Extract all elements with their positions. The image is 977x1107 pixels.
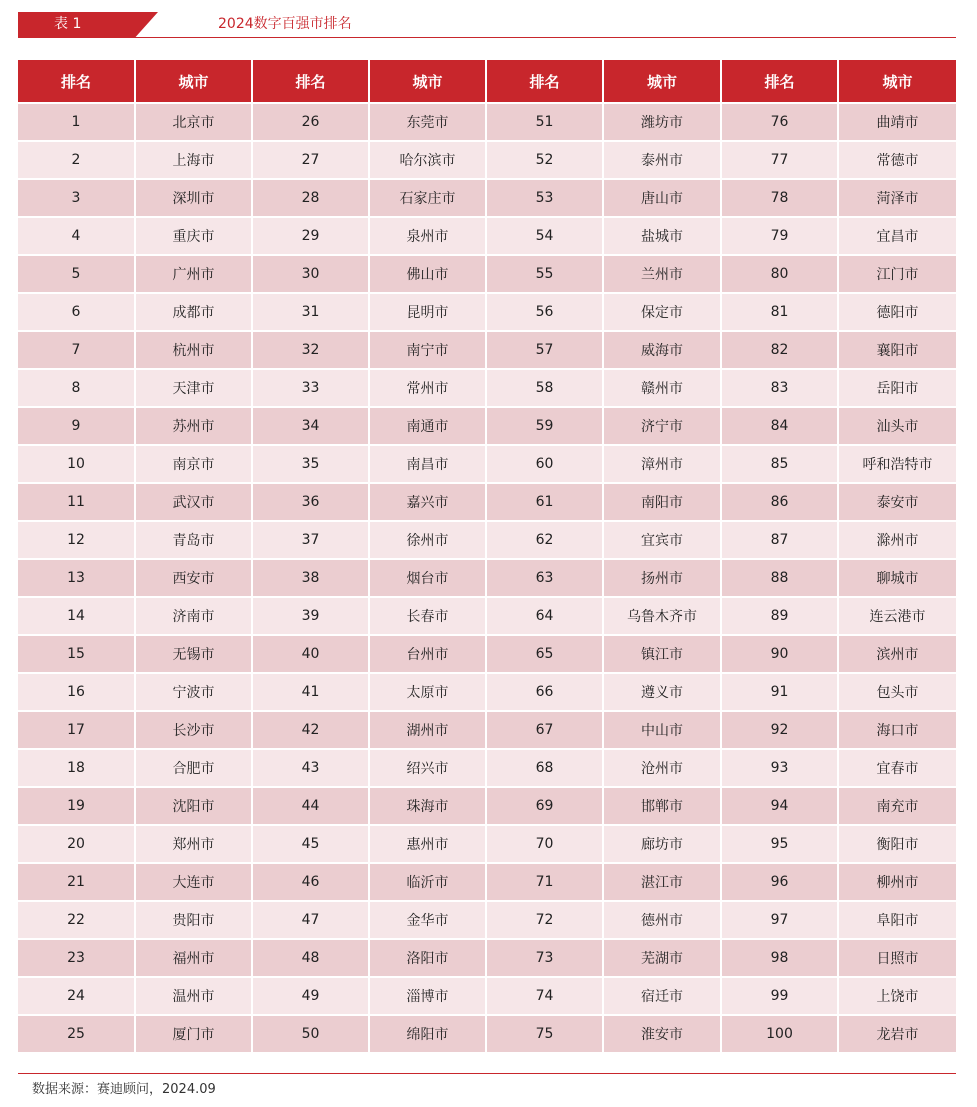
city-cell: 德阳市 xyxy=(838,293,956,331)
rank-cell: 10 xyxy=(18,445,135,483)
rank-cell: 87 xyxy=(721,521,838,559)
rank-cell: 99 xyxy=(721,977,838,1015)
city-cell: 包头市 xyxy=(838,673,956,711)
city-cell: 杭州市 xyxy=(135,331,252,369)
city-cell: 南宁市 xyxy=(369,331,486,369)
city-cell: 廊坊市 xyxy=(603,825,721,863)
rank-cell: 83 xyxy=(721,369,838,407)
city-cell: 淄博市 xyxy=(369,977,486,1015)
rank-cell: 41 xyxy=(252,673,369,711)
rank-cell: 27 xyxy=(252,141,369,179)
rank-cell: 79 xyxy=(721,217,838,255)
rank-cell: 57 xyxy=(486,331,603,369)
rank-cell: 8 xyxy=(18,369,135,407)
city-cell: 台州市 xyxy=(369,635,486,673)
rank-cell: 51 xyxy=(486,103,603,141)
table-title: 2024数字百强市排名 xyxy=(218,16,352,32)
rank-cell: 90 xyxy=(721,635,838,673)
city-cell: 常州市 xyxy=(369,369,486,407)
rank-cell: 56 xyxy=(486,293,603,331)
rank-cell: 78 xyxy=(721,179,838,217)
rank-cell: 11 xyxy=(18,483,135,521)
rank-cell: 59 xyxy=(486,407,603,445)
city-cell: 唐山市 xyxy=(603,179,721,217)
rank-cell: 18 xyxy=(18,749,135,787)
table-row xyxy=(18,673,956,711)
city-cell: 德州市 xyxy=(603,901,721,939)
rank-cell: 43 xyxy=(252,749,369,787)
rank-cell: 92 xyxy=(721,711,838,749)
city-cell: 镇江市 xyxy=(603,635,721,673)
city-cell: 乌鲁木齐市 xyxy=(603,597,721,635)
city-cell: 宜宾市 xyxy=(603,521,721,559)
header-divider xyxy=(18,37,956,38)
rank-cell: 32 xyxy=(252,331,369,369)
table-body xyxy=(18,103,956,1052)
table-caption-header xyxy=(18,12,956,38)
rank-cell: 44 xyxy=(252,787,369,825)
city-cell: 广州市 xyxy=(135,255,252,293)
table-row xyxy=(18,559,956,597)
rank-cell: 49 xyxy=(252,977,369,1015)
rank-cell: 82 xyxy=(721,331,838,369)
rank-cell: 19 xyxy=(18,787,135,825)
city-cell: 阜阳市 xyxy=(838,901,956,939)
rank-cell: 35 xyxy=(252,445,369,483)
city-cell: 长春市 xyxy=(369,597,486,635)
rank-cell: 52 xyxy=(486,141,603,179)
city-cell: 上海市 xyxy=(135,141,252,179)
data-source-note: 数据来源：赛迪顾问，2024.09 xyxy=(32,1082,216,1097)
rank-cell: 54 xyxy=(486,217,603,255)
city-cell: 宿迁市 xyxy=(603,977,721,1015)
city-cell: 郑州市 xyxy=(135,825,252,863)
city-cell: 合肥市 xyxy=(135,749,252,787)
city-cell: 绍兴市 xyxy=(369,749,486,787)
rank-cell: 77 xyxy=(721,141,838,179)
table-row xyxy=(18,331,956,369)
table-row xyxy=(18,711,956,749)
city-cell: 沈阳市 xyxy=(135,787,252,825)
table-row xyxy=(18,103,956,141)
table-row xyxy=(18,1015,956,1052)
rank-cell: 70 xyxy=(486,825,603,863)
city-cell: 济南市 xyxy=(135,597,252,635)
city-cell: 淮安市 xyxy=(603,1015,721,1052)
city-cell: 南昌市 xyxy=(369,445,486,483)
rank-cell: 88 xyxy=(721,559,838,597)
city-cell: 滁州市 xyxy=(838,521,956,559)
city-cell: 临沂市 xyxy=(369,863,486,901)
city-cell: 宜昌市 xyxy=(838,217,956,255)
city-cell: 泰州市 xyxy=(603,141,721,179)
ranking-table-container xyxy=(18,60,956,1052)
city-cell: 上饶市 xyxy=(838,977,956,1015)
rank-cell: 24 xyxy=(18,977,135,1015)
rank-cell: 60 xyxy=(486,445,603,483)
rank-cell: 68 xyxy=(486,749,603,787)
city-cell: 湛江市 xyxy=(603,863,721,901)
rank-cell: 73 xyxy=(486,939,603,977)
city-cell: 烟台市 xyxy=(369,559,486,597)
column-header: 城市 xyxy=(135,60,252,103)
city-cell: 洛阳市 xyxy=(369,939,486,977)
table-row xyxy=(18,787,956,825)
city-cell: 兰州市 xyxy=(603,255,721,293)
table-row xyxy=(18,293,956,331)
rank-cell: 61 xyxy=(486,483,603,521)
rank-cell: 100 xyxy=(721,1015,838,1052)
city-cell: 连云港市 xyxy=(838,597,956,635)
rank-cell: 69 xyxy=(486,787,603,825)
table-row xyxy=(18,445,956,483)
rank-cell: 47 xyxy=(252,901,369,939)
city-cell: 福州市 xyxy=(135,939,252,977)
city-cell: 天津市 xyxy=(135,369,252,407)
city-cell: 柳州市 xyxy=(838,863,956,901)
city-cell: 武汉市 xyxy=(135,483,252,521)
city-cell: 南通市 xyxy=(369,407,486,445)
city-cell: 中山市 xyxy=(603,711,721,749)
city-cell: 保定市 xyxy=(603,293,721,331)
city-cell: 昆明市 xyxy=(369,293,486,331)
rank-cell: 48 xyxy=(252,939,369,977)
column-header: 排名 xyxy=(486,60,603,103)
rank-cell: 4 xyxy=(18,217,135,255)
rank-cell: 20 xyxy=(18,825,135,863)
city-cell: 石家庄市 xyxy=(369,179,486,217)
rank-cell: 58 xyxy=(486,369,603,407)
city-cell: 南阳市 xyxy=(603,483,721,521)
rank-cell: 71 xyxy=(486,863,603,901)
rank-cell: 65 xyxy=(486,635,603,673)
city-cell: 成都市 xyxy=(135,293,252,331)
city-cell: 曲靖市 xyxy=(838,103,956,141)
city-cell: 日照市 xyxy=(838,939,956,977)
rank-cell: 86 xyxy=(721,483,838,521)
city-cell: 南充市 xyxy=(838,787,956,825)
rank-cell: 91 xyxy=(721,673,838,711)
rank-cell: 6 xyxy=(18,293,135,331)
rank-cell: 30 xyxy=(252,255,369,293)
city-cell: 深圳市 xyxy=(135,179,252,217)
city-cell: 江门市 xyxy=(838,255,956,293)
city-cell: 常德市 xyxy=(838,141,956,179)
rank-cell: 29 xyxy=(252,217,369,255)
table-row xyxy=(18,749,956,787)
rank-cell: 84 xyxy=(721,407,838,445)
rank-cell: 89 xyxy=(721,597,838,635)
city-cell: 泉州市 xyxy=(369,217,486,255)
table-row xyxy=(18,407,956,445)
city-cell: 沧州市 xyxy=(603,749,721,787)
rank-cell: 63 xyxy=(486,559,603,597)
city-cell: 宜春市 xyxy=(838,749,956,787)
rank-cell: 25 xyxy=(18,1015,135,1052)
rank-cell: 75 xyxy=(486,1015,603,1052)
table-number-tab xyxy=(18,12,158,37)
city-cell: 汕头市 xyxy=(838,407,956,445)
rank-cell: 94 xyxy=(721,787,838,825)
rank-cell: 37 xyxy=(252,521,369,559)
city-cell: 邯郸市 xyxy=(603,787,721,825)
rank-cell: 67 xyxy=(486,711,603,749)
city-cell: 漳州市 xyxy=(603,445,721,483)
city-cell: 惠州市 xyxy=(369,825,486,863)
city-cell: 无锡市 xyxy=(135,635,252,673)
rank-cell: 50 xyxy=(252,1015,369,1052)
city-cell: 绵阳市 xyxy=(369,1015,486,1052)
rank-cell: 55 xyxy=(486,255,603,293)
rank-cell: 64 xyxy=(486,597,603,635)
rank-cell: 36 xyxy=(252,483,369,521)
column-header: 城市 xyxy=(838,60,956,103)
city-cell: 威海市 xyxy=(603,331,721,369)
city-cell: 温州市 xyxy=(135,977,252,1015)
table-row xyxy=(18,863,956,901)
rank-cell: 31 xyxy=(252,293,369,331)
table-row xyxy=(18,825,956,863)
rank-cell: 97 xyxy=(721,901,838,939)
city-cell: 岳阳市 xyxy=(838,369,956,407)
rank-cell: 53 xyxy=(486,179,603,217)
rank-cell: 15 xyxy=(18,635,135,673)
rank-cell: 98 xyxy=(721,939,838,977)
rank-cell: 95 xyxy=(721,825,838,863)
city-cell: 潍坊市 xyxy=(603,103,721,141)
city-cell: 西安市 xyxy=(135,559,252,597)
city-cell: 济宁市 xyxy=(603,407,721,445)
rank-cell: 7 xyxy=(18,331,135,369)
city-cell: 聊城市 xyxy=(838,559,956,597)
rank-cell: 23 xyxy=(18,939,135,977)
city-cell: 嘉兴市 xyxy=(369,483,486,521)
rank-cell: 40 xyxy=(252,635,369,673)
rank-cell: 46 xyxy=(252,863,369,901)
rank-cell: 62 xyxy=(486,521,603,559)
rank-cell: 85 xyxy=(721,445,838,483)
city-cell: 赣州市 xyxy=(603,369,721,407)
rank-cell: 33 xyxy=(252,369,369,407)
city-cell: 南京市 xyxy=(135,445,252,483)
city-cell: 菏泽市 xyxy=(838,179,956,217)
city-cell: 长沙市 xyxy=(135,711,252,749)
city-cell: 珠海市 xyxy=(369,787,486,825)
city-cell: 金华市 xyxy=(369,901,486,939)
table-row xyxy=(18,597,956,635)
city-cell: 厦门市 xyxy=(135,1015,252,1052)
table-header-row xyxy=(18,60,956,103)
city-cell: 衡阳市 xyxy=(838,825,956,863)
rank-cell: 80 xyxy=(721,255,838,293)
city-cell: 呼和浩特市 xyxy=(838,445,956,483)
city-cell: 遵义市 xyxy=(603,673,721,711)
table-row xyxy=(18,483,956,521)
table-row xyxy=(18,217,956,255)
rank-cell: 2 xyxy=(18,141,135,179)
ranking-table xyxy=(18,60,956,1052)
rank-cell: 5 xyxy=(18,255,135,293)
rank-cell: 14 xyxy=(18,597,135,635)
table-row xyxy=(18,141,956,179)
rank-cell: 34 xyxy=(252,407,369,445)
table-row xyxy=(18,901,956,939)
rank-cell: 9 xyxy=(18,407,135,445)
rank-cell: 76 xyxy=(721,103,838,141)
rank-cell: 81 xyxy=(721,293,838,331)
rank-cell: 17 xyxy=(18,711,135,749)
city-cell: 徐州市 xyxy=(369,521,486,559)
column-header: 排名 xyxy=(18,60,135,103)
rank-cell: 66 xyxy=(486,673,603,711)
city-cell: 大连市 xyxy=(135,863,252,901)
city-cell: 北京市 xyxy=(135,103,252,141)
city-cell: 龙岩市 xyxy=(838,1015,956,1052)
city-cell: 青岛市 xyxy=(135,521,252,559)
rank-cell: 74 xyxy=(486,977,603,1015)
table-row xyxy=(18,255,956,293)
rank-cell: 13 xyxy=(18,559,135,597)
rank-cell: 93 xyxy=(721,749,838,787)
rank-cell: 28 xyxy=(252,179,369,217)
city-cell: 泰安市 xyxy=(838,483,956,521)
rank-cell: 45 xyxy=(252,825,369,863)
rank-cell: 38 xyxy=(252,559,369,597)
rank-cell: 96 xyxy=(721,863,838,901)
city-cell: 滨州市 xyxy=(838,635,956,673)
city-cell: 襄阳市 xyxy=(838,331,956,369)
table-row xyxy=(18,179,956,217)
rank-cell: 26 xyxy=(252,103,369,141)
rank-cell: 22 xyxy=(18,901,135,939)
city-cell: 盐城市 xyxy=(603,217,721,255)
city-cell: 重庆市 xyxy=(135,217,252,255)
city-cell: 芜湖市 xyxy=(603,939,721,977)
column-header: 城市 xyxy=(603,60,721,103)
city-cell: 湖州市 xyxy=(369,711,486,749)
rank-cell: 21 xyxy=(18,863,135,901)
rank-cell: 39 xyxy=(252,597,369,635)
table-row xyxy=(18,635,956,673)
city-cell: 哈尔滨市 xyxy=(369,141,486,179)
table-row xyxy=(18,977,956,1015)
rank-cell: 12 xyxy=(18,521,135,559)
city-cell: 扬州市 xyxy=(603,559,721,597)
city-cell: 贵阳市 xyxy=(135,901,252,939)
rank-cell: 16 xyxy=(18,673,135,711)
column-header: 排名 xyxy=(252,60,369,103)
city-cell: 苏州市 xyxy=(135,407,252,445)
column-header: 排名 xyxy=(721,60,838,103)
table-row xyxy=(18,939,956,977)
city-cell: 东莞市 xyxy=(369,103,486,141)
footer-divider xyxy=(18,1073,956,1074)
city-cell: 佛山市 xyxy=(369,255,486,293)
city-cell: 宁波市 xyxy=(135,673,252,711)
rank-cell: 42 xyxy=(252,711,369,749)
city-cell: 海口市 xyxy=(838,711,956,749)
rank-cell: 72 xyxy=(486,901,603,939)
city-cell: 太原市 xyxy=(369,673,486,711)
column-header: 城市 xyxy=(369,60,486,103)
rank-cell: 3 xyxy=(18,179,135,217)
table-row xyxy=(18,521,956,559)
table-number-label: 表 1 xyxy=(54,16,82,32)
rank-cell: 1 xyxy=(18,103,135,141)
table-row xyxy=(18,369,956,407)
